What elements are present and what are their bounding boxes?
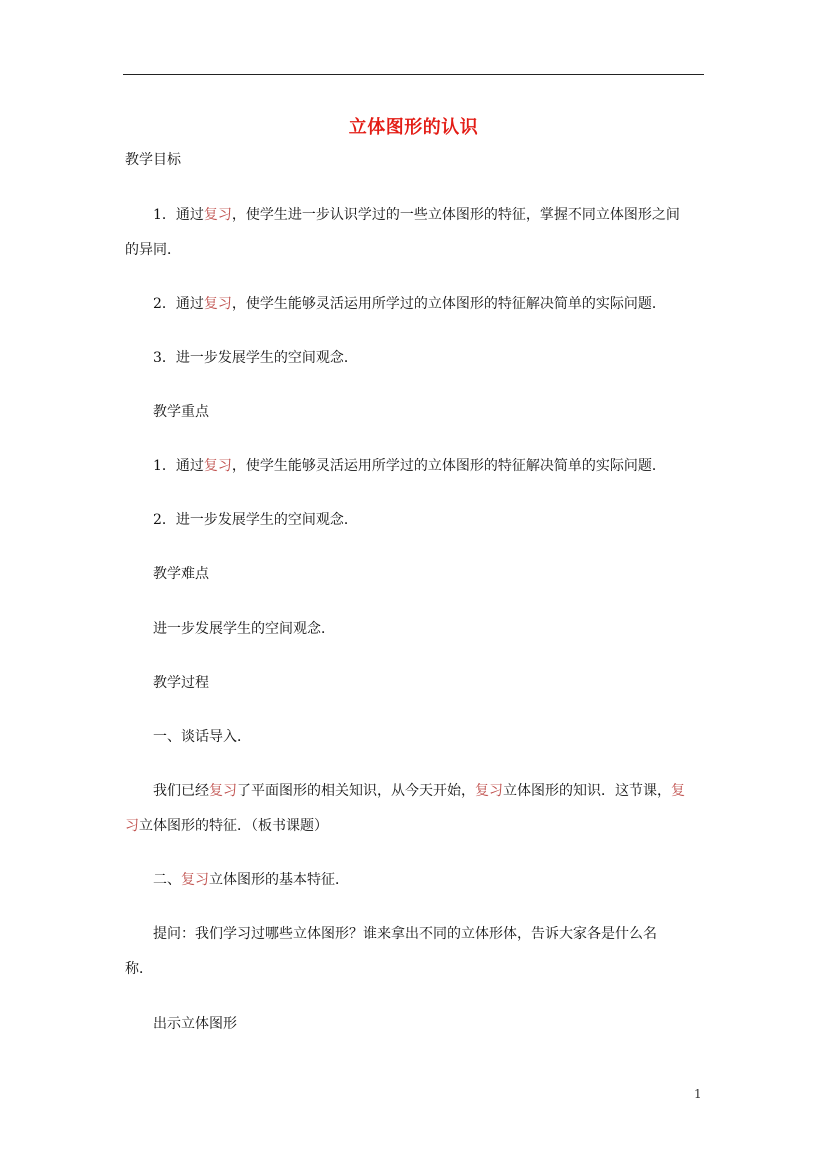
key-item-1-prefix: 1．通过	[153, 458, 204, 474]
intro-paragraph	[153, 781, 733, 801]
step-2-prefix: 二、	[153, 872, 181, 888]
key-item-1	[153, 456, 733, 476]
intro-paragraph-continued	[125, 816, 705, 836]
step-1: 一、谈话导入．	[153, 729, 251, 745]
intro-text-a: 我们已经	[153, 783, 209, 799]
section-heading-difficulty: 教学难点	[153, 566, 209, 582]
intro-text-c: 立体图形的知识．这节课，	[503, 783, 671, 799]
header-rule	[123, 74, 704, 75]
goal-item-1-continued: 的异同．	[125, 242, 181, 258]
highlight-link[interactable]: 复习	[475, 783, 503, 799]
goal-item-3: 3．进一步发展学生的空间观念．	[153, 350, 358, 366]
highlight-link[interactable]: 复习	[209, 783, 237, 799]
document-title: 立体图形的认识	[348, 117, 479, 138]
goal-item-1	[153, 205, 733, 225]
highlight-link[interactable]: 复习	[203, 296, 232, 312]
highlight-link[interactable]: 复	[671, 783, 685, 799]
show-shapes-line: 出示立体图形	[153, 1016, 237, 1032]
section-heading-process: 教学过程	[153, 675, 209, 691]
section-heading-goals: 教学目标	[125, 152, 181, 168]
highlight-link[interactable]: 复习	[203, 458, 232, 474]
intro-text-b: 了平面图形的相关知识，从今天开始，	[237, 783, 475, 799]
goal-item-2-prefix: 2．通过	[153, 296, 204, 312]
highlight-link[interactable]: 复习	[203, 207, 232, 223]
highlight-link[interactable]: 复习	[181, 872, 209, 888]
step-2	[153, 870, 733, 890]
goal-item-2-text: ，使学生能够灵活运用所学过的立体图形的特征解决简单的实际问题．	[231, 296, 666, 312]
goal-item-1-prefix: 1．通过	[153, 207, 204, 223]
key-item-2: 2．进一步发展学生的空间观念．	[153, 512, 358, 528]
highlight-link[interactable]: 习	[125, 818, 139, 834]
key-item-1-text: ，使学生能够灵活运用所学过的立体图形的特征解决简单的实际问题．	[231, 458, 666, 474]
difficulty-item: 进一步发展学生的空间观念．	[153, 621, 335, 637]
step-2-text: 立体图形的基本特征．	[209, 872, 349, 888]
question-paragraph-continued: 称．	[125, 961, 153, 977]
goal-item-2	[153, 294, 733, 314]
question-paragraph: 提问：我们学习过哪些立体图形？谁来拿出不同的立体形体，告诉大家各是什么名	[153, 926, 657, 942]
goal-item-1-text: ，使学生进一步认识学过的一些立体图形的特征，掌握不同立体图形之间	[231, 207, 680, 223]
section-heading-key-points: 教学重点	[153, 404, 209, 420]
page-number: 1	[694, 1087, 702, 1101]
intro-text-d: 立体图形的特征．（板书课题）	[139, 818, 328, 834]
